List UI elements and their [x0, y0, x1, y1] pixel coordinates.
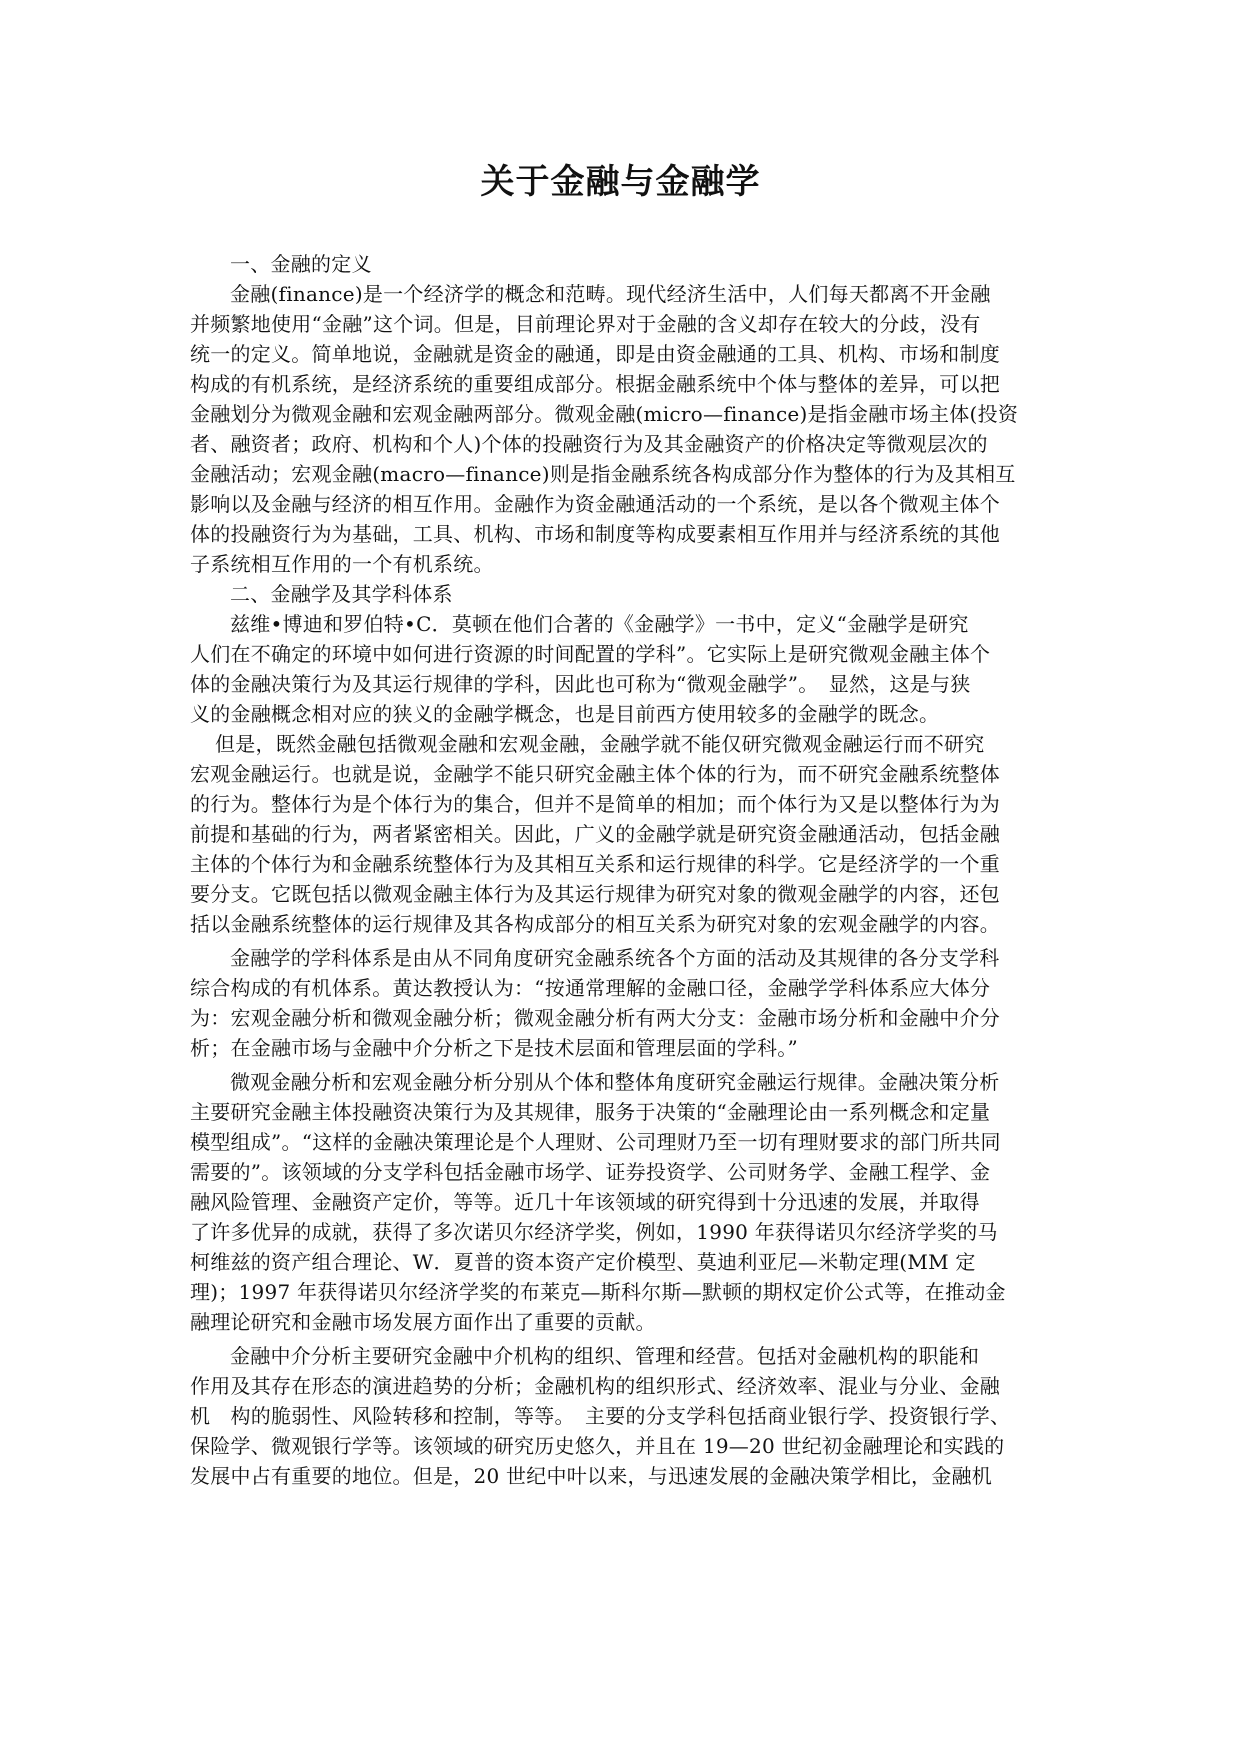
paragraph-line: 统一的定义。简单地说，金融就是资金的融通，即是由资金融通的工具、机构、市场和制度	[190, 342, 1000, 366]
paragraph-line: 的行为。整体行为是个体行为的集合，但并不是简单的相加；而个体行为又是以整体行为为	[190, 792, 1000, 816]
paragraph-line: 为：宏观金融分析和微观金融分析；微观金融分析有两大分支：金融市场分析和金融中介分	[190, 1006, 1000, 1030]
paragraph-line: 宏观金融运行。也就是说，金融学不能只研究金融主体个体的行为，而不研究金融系统整体	[190, 762, 1000, 786]
paragraph-line: 需要的”。该领域的分支学科包括金融市场学、证券投资学、公司财务学、金融工程学、金	[190, 1160, 991, 1184]
paragraph-line: 兹维•博迪和罗伯特•C．莫顿在他们合著的《金融学》一书中，定义“金融学是研究	[230, 612, 969, 636]
paragraph-line: 融理论研究和金融市场发展方面作出了重要的贡献。	[190, 1310, 656, 1334]
paragraph-line: 义的金融概念相对应的狭义的金融学概念，也是目前西方使用较多的金融学的既念。	[190, 702, 940, 726]
paragraph-line: 括以金融系统整体的运行规律及其各构成部分的相互关系为研究对象的宏观金融学的内容。	[190, 912, 1000, 936]
paragraph-line: 主体的个体行为和金融系统整体行为及其相互关系和运行规律的科学。它是经济学的一个重	[190, 852, 1000, 876]
paragraph-line: 融风险管理、金融资产定价，等等。近几十年该领域的研究得到十分迅速的发展，并取得	[190, 1190, 980, 1214]
paragraph-line: 金融学的学科体系是由从不同角度研究金融系统各个方面的活动及其规律的各分支学科	[230, 946, 1000, 970]
paragraph-line: 体的金融决策行为及其运行规律的学科，因此也可称为“微观金融学”。 显然，这是与狭	[190, 672, 971, 696]
paragraph-line: 柯维兹的资产组合理论、W．夏普的资本资产定价模型、莫迪利亚尼—米勒定理(MM 定	[190, 1250, 976, 1274]
section-heading-2: 二、金融学及其学科体系	[230, 582, 453, 606]
paragraph-line: 保险学、微观银行学等。该领域的研究历史悠久，并且在 19—20 世纪初金融理论和实践的	[190, 1434, 1005, 1458]
paragraph-line: 体的投融资行为为基础，工具、机构、市场和制度等构成要素相互作用并与经济系统的其他	[190, 522, 1000, 546]
paragraph-line: 析；在金融市场与金融中介分析之下是技术层面和管理层面的学科。”	[190, 1036, 798, 1060]
paragraph-line: 金融中介分析主要研究金融中介机构的组织、管理和经营。包括对金融机构的职能和	[230, 1344, 980, 1368]
paragraph-line: 综合构成的有机体系。黄达教授认为：“按通常理解的金融口径，金融学学科体系应大体分	[190, 976, 991, 1000]
paragraph-line: 构成的有机系统，是经济系统的重要组成部分。根据金融系统中个体与整体的差异，可以把	[190, 372, 1000, 396]
paragraph-line: 理)；1997 年获得诺贝尔经济学奖的布莱克—斯科尔斯—默顿的期权定价公式等，在推动金	[190, 1280, 1006, 1304]
paragraph-line: 模型组成”。“这样的金融决策理论是个人理财、公司理财乃至一切有理财要求的部门所共同	[190, 1130, 1001, 1154]
paragraph-line: 影响以及金融与经济的相互作用。金融作为资金融通活动的一个系统，是以各个微观主体个	[190, 492, 1000, 516]
section-heading-1: 一、金融的定义	[230, 252, 372, 276]
paragraph-line: 子系统相互作用的一个有机系统。	[190, 552, 494, 576]
paragraph-line: 发展中占有重要的地位。但是，20 世纪中叶以来，与迅速发展的金融决策学相比，金融机	[190, 1464, 993, 1488]
page-title: 关于金融与金融学	[480, 162, 761, 202]
paragraph-line: 金融活动；宏观金融(macro—finance)则是指金融系统各构成部分作为整体的行为及其相互	[190, 462, 1016, 486]
paragraph-line: 前提和基础的行为，两者紧密相关。因此，广义的金融学就是研究资金融通活动，包括金融	[190, 822, 1000, 846]
paragraph-line: 者、融资者；政府、机构和个人)个体的投融资行为及其金融资产的价格决定等微观层次的	[190, 432, 988, 456]
paragraph-line: 金融划分为微观金融和宏观金融两部分。微观金融(micro—finance)是指金融市场主体(投资	[190, 402, 1019, 426]
paragraph-line: 微观金融分析和宏观金融分析分别从个体和整体角度研究金融运行规律。金融决策分析	[230, 1070, 1000, 1094]
paragraph-line: 要分支。它既包括以微观金融主体行为及其运行规律为研究对象的微观金融学的内容，还包	[190, 882, 1000, 906]
paragraph-line: 了许多优异的成就，获得了多次诺贝尔经济学奖，例如，1990 年获得诺贝尔经济学奖的马	[190, 1220, 998, 1244]
paragraph-line: 并频繁地使用“金融”这个词。但是，目前理论界对于金融的含义却存在较大的分歧，没有	[190, 312, 981, 336]
paragraph-line: 但是，既然金融包括微观金融和宏观金融，金融学就不能仅研究微观金融运行而不研究	[215, 732, 985, 756]
paragraph-line: 人们在不确定的环境中如何进行资源的时间配置的学科”。它实际上是研究微观金融主体个	[190, 642, 991, 666]
paragraph-line: 金融(finance)是一个经济学的概念和范畴。现代经济生活中，人们每天都离不开金融	[230, 282, 991, 306]
paragraph-line: 机 构的脆弱性、风险转移和控制，等等。 主要的分支学科包括商业银行学、投资银行学、	[190, 1404, 1011, 1428]
paragraph-line: 作用及其存在形态的演进趋势的分析；金融机构的组织形式、经济效率、混业与分业、金融	[190, 1374, 1000, 1398]
paragraph-line: 主要研究金融主体投融资决策行为及其规律，服务于决策的“金融理论由一系列概念和定量	[190, 1100, 991, 1124]
